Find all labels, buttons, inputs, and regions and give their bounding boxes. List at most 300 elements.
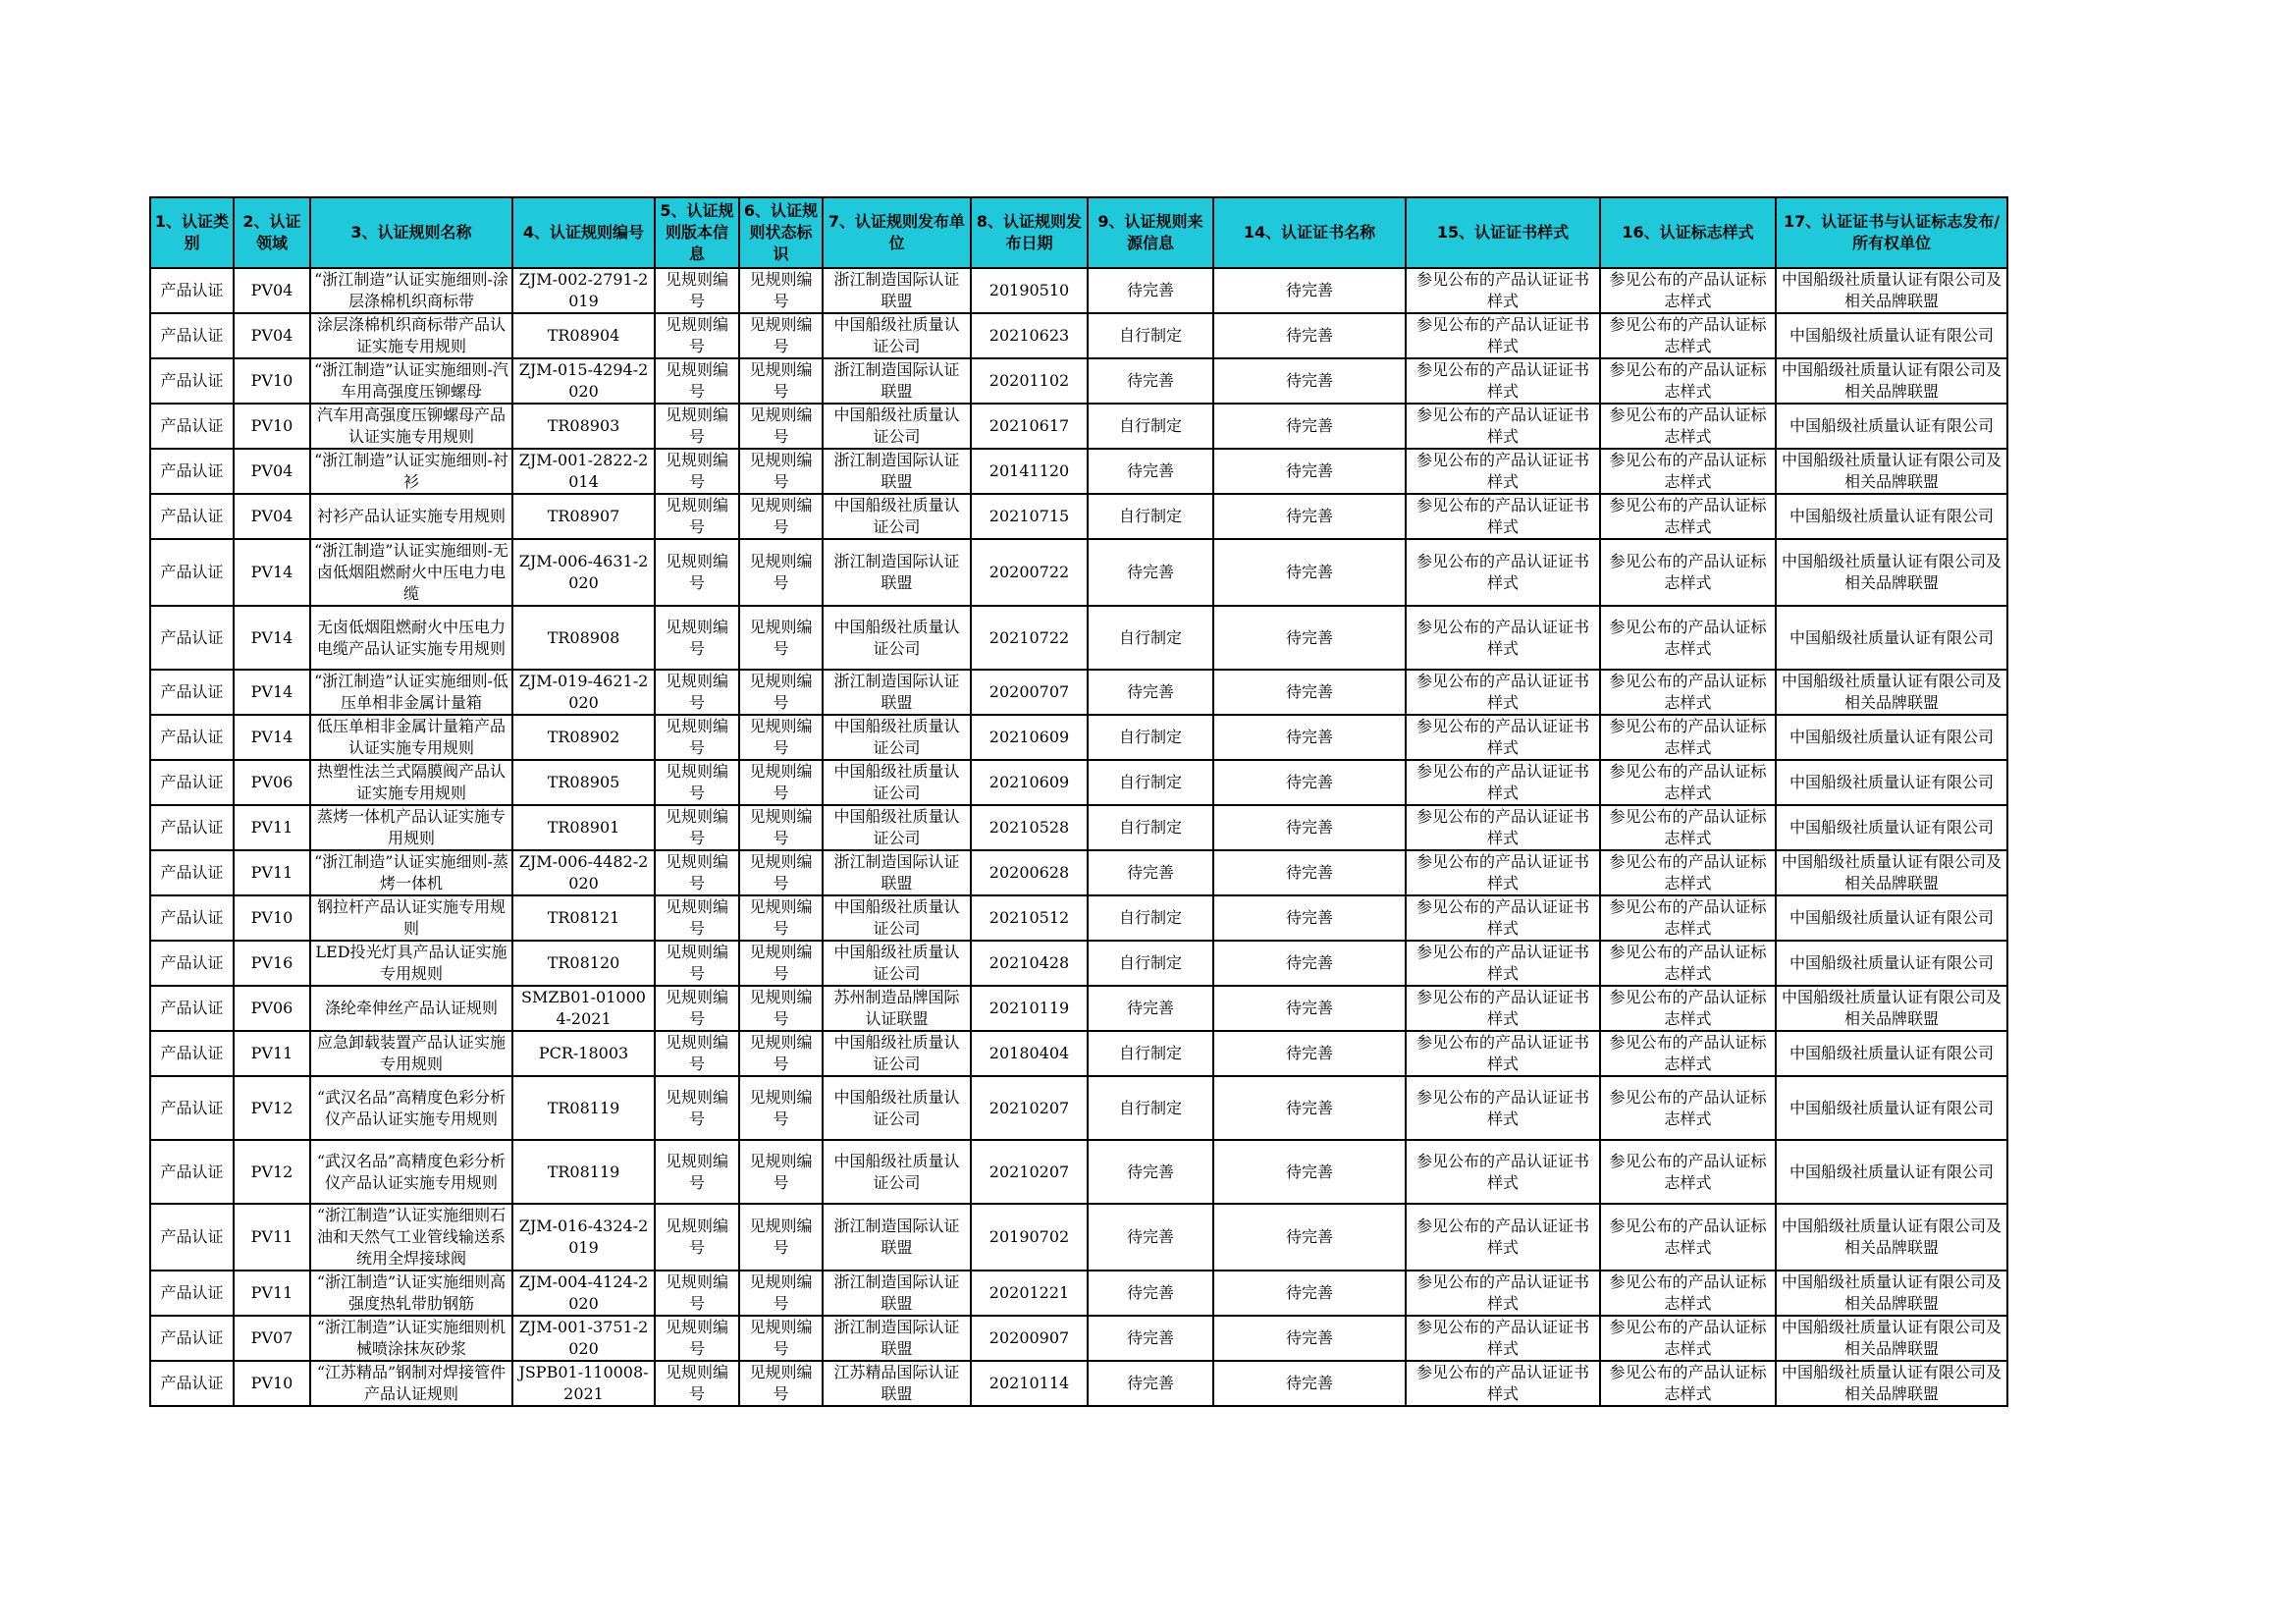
- table-cell: 待完善: [1213, 539, 1406, 606]
- table-cell: 浙江制造国际认证联盟: [823, 449, 971, 494]
- table-cell: 产品认证: [150, 760, 234, 805]
- table-cell: 参见公布的产品认证标志样式: [1600, 268, 1776, 313]
- table-cell: 自行制定: [1088, 760, 1213, 805]
- table-cell: PV04: [234, 313, 310, 358]
- table-cell: ZJM-001-3751-2020: [512, 1316, 655, 1361]
- table-cell: 产品认证: [150, 494, 234, 539]
- table-cell: TR08903: [512, 404, 655, 449]
- table-cell: 浙江制造国际认证联盟: [823, 1204, 971, 1271]
- table-cell: 苏州制造品牌国际认证联盟: [823, 986, 971, 1031]
- table-cell: 江苏精品国际认证联盟: [823, 1361, 971, 1406]
- table-cell: 待完善: [1213, 941, 1406, 986]
- table-cell: 中国船级社质量认证有限公司: [1776, 1031, 2007, 1076]
- table-cell: 参见公布的产品认证标志样式: [1600, 670, 1776, 715]
- table-row: [150, 606, 2007, 670]
- table-cell: 自行制定: [1088, 715, 1213, 760]
- table-cell: 见规则编号: [739, 539, 823, 606]
- table-cell: “浙江制造”认证实施细则-蒸烤一体机: [310, 850, 512, 895]
- table-cell: PV10: [234, 1361, 310, 1406]
- table-cell: 产品认证: [150, 805, 234, 850]
- table-row: [150, 494, 2007, 539]
- table-cell: 20141120: [971, 449, 1088, 494]
- table-cell: 待完善: [1213, 760, 1406, 805]
- table-cell: 无卤低烟阻燃耐火中压电力电缆产品认证实施专用规则: [310, 606, 512, 670]
- table-row: [150, 670, 2007, 715]
- table-cell: 见规则编号: [739, 760, 823, 805]
- table-cell: 中国船级社质量认证公司: [823, 895, 971, 941]
- table-cell: 见规则编号: [739, 850, 823, 895]
- table-cell: 参见公布的产品认证标志样式: [1600, 1271, 1776, 1316]
- table-cell: 中国船级社质量认证有限公司: [1776, 895, 2007, 941]
- table-cell: 见规则编号: [739, 449, 823, 494]
- table-cell: 待完善: [1213, 1316, 1406, 1361]
- table-cell: 见规则编号: [739, 1076, 823, 1140]
- table-cell: 产品认证: [150, 1031, 234, 1076]
- table-cell: PV04: [234, 449, 310, 494]
- table-cell: PV04: [234, 494, 310, 539]
- table-cell: 产品认证: [150, 1361, 234, 1406]
- column-header: 15、认证证书样式: [1406, 197, 1600, 268]
- table-cell: 待完善: [1213, 494, 1406, 539]
- table-cell: 待完善: [1213, 850, 1406, 895]
- table-cell: 参见公布的产品认证证书样式: [1406, 1271, 1600, 1316]
- table-cell: “浙江制造”认证实施细则机械喷涂抹灰砂浆: [310, 1316, 512, 1361]
- table-cell: 20210722: [971, 606, 1088, 670]
- table-cell: 参见公布的产品认证标志样式: [1600, 404, 1776, 449]
- table-cell: ZJM-004-4124-2020: [512, 1271, 655, 1316]
- table-cell: 参见公布的产品认证证书样式: [1406, 1316, 1600, 1361]
- table-cell: ZJM-006-4482-2020: [512, 850, 655, 895]
- table-cell: 待完善: [1213, 1271, 1406, 1316]
- table-cell: 参见公布的产品认证证书样式: [1406, 449, 1600, 494]
- table-cell: 自行制定: [1088, 313, 1213, 358]
- table-cell: 待完善: [1088, 1140, 1213, 1204]
- column-header: 8、认证规则发布日期: [971, 197, 1088, 268]
- table-cell: 见规则编号: [655, 404, 739, 449]
- table-cell: 产品认证: [150, 986, 234, 1031]
- table-cell: 中国船级社质量认证有限公司及相关品牌联盟: [1776, 1316, 2007, 1361]
- table-cell: “武汉名品”高精度色彩分析仪产品认证实施专用规则: [310, 1076, 512, 1140]
- table-cell: 参见公布的产品认证证书样式: [1406, 1204, 1600, 1271]
- table-cell: 参见公布的产品认证标志样式: [1600, 1204, 1776, 1271]
- column-header: 14、认证证书名称: [1213, 197, 1406, 268]
- table-cell: 中国船级社质量认证公司: [823, 715, 971, 760]
- table-cell: TR08908: [512, 606, 655, 670]
- table-cell: 热塑性法兰式隔膜阀产品认证实施专用规则: [310, 760, 512, 805]
- table-cell: 参见公布的产品认证证书样式: [1406, 805, 1600, 850]
- table-cell: 中国船级社质量认证公司: [823, 760, 971, 805]
- table-cell: TR08119: [512, 1076, 655, 1140]
- table-cell: 20210528: [971, 805, 1088, 850]
- table-cell: PV11: [234, 1031, 310, 1076]
- table-row: [150, 358, 2007, 404]
- table-cell: 浙江制造国际认证联盟: [823, 670, 971, 715]
- table-cell: 参见公布的产品认证证书样式: [1406, 941, 1600, 986]
- table-cell: 中国船级社质量认证公司: [823, 494, 971, 539]
- column-header: 1、认证类别: [150, 197, 234, 268]
- table-cell: 见规则编号: [739, 805, 823, 850]
- table-cell: JSPB01-110008-2021: [512, 1361, 655, 1406]
- table-cell: PV07: [234, 1316, 310, 1361]
- table-cell: 中国船级社质量认证有限公司: [1776, 760, 2007, 805]
- table-cell: 参见公布的产品认证标志样式: [1600, 539, 1776, 606]
- table-cell: 产品认证: [150, 670, 234, 715]
- table-cell: 见规则编号: [655, 715, 739, 760]
- table-row: [150, 268, 2007, 313]
- table-cell: 见规则编号: [655, 805, 739, 850]
- table-cell: 产品认证: [150, 358, 234, 404]
- table-cell: 产品认证: [150, 1140, 234, 1204]
- table-cell: 见规则编号: [655, 986, 739, 1031]
- table-cell: 中国船级社质量认证公司: [823, 404, 971, 449]
- table-cell: 应急卸载装置产品认证实施专用规则: [310, 1031, 512, 1076]
- table-cell: 自行制定: [1088, 494, 1213, 539]
- table-cell: 20210512: [971, 895, 1088, 941]
- table-cell: 见规则编号: [739, 358, 823, 404]
- table-cell: 20210609: [971, 760, 1088, 805]
- column-header: 7、认证规则发布单位: [823, 197, 971, 268]
- table-cell: 见规则编号: [655, 358, 739, 404]
- table-cell: 待完善: [1213, 313, 1406, 358]
- table-cell: 中国船级社质量认证公司: [823, 1076, 971, 1140]
- table-cell: 参见公布的产品认证标志样式: [1600, 1076, 1776, 1140]
- table-cell: 浙江制造国际认证联盟: [823, 358, 971, 404]
- table-cell: 见规则编号: [655, 1316, 739, 1361]
- table-cell: 20190510: [971, 268, 1088, 313]
- table-cell: 待完善: [1213, 986, 1406, 1031]
- table-cell: 20210207: [971, 1076, 1088, 1140]
- table-cell: TR08905: [512, 760, 655, 805]
- table-cell: 参见公布的产品认证证书样式: [1406, 313, 1600, 358]
- table-cell: 20200722: [971, 539, 1088, 606]
- table-cell: 见规则编号: [739, 1361, 823, 1406]
- table-row: [150, 1031, 2007, 1076]
- table-cell: 20210114: [971, 1361, 1088, 1406]
- table-cell: PV11: [234, 1271, 310, 1316]
- table-cell: 见规则编号: [655, 313, 739, 358]
- table-row: [150, 1316, 2007, 1361]
- table-cell: 待完善: [1088, 1271, 1213, 1316]
- table-cell: ZJM-001-2822-2014: [512, 449, 655, 494]
- column-header: 9、认证规则来源信息: [1088, 197, 1213, 268]
- table-row: [150, 805, 2007, 850]
- table-cell: 中国船级社质量认证有限公司及相关品牌联盟: [1776, 850, 2007, 895]
- table-cell: 产品认证: [150, 1316, 234, 1361]
- table-cell: 中国船级社质量认证有限公司: [1776, 606, 2007, 670]
- table-cell: 见规则编号: [655, 539, 739, 606]
- table-cell: 参见公布的产品认证标志样式: [1600, 358, 1776, 404]
- table-cell: PV14: [234, 670, 310, 715]
- table-cell: PV11: [234, 805, 310, 850]
- table-cell: 见规则编号: [739, 404, 823, 449]
- table-cell: 浙江制造国际认证联盟: [823, 268, 971, 313]
- table-cell: 产品认证: [150, 850, 234, 895]
- table-cell: 待完善: [1213, 1204, 1406, 1271]
- table-cell: PV12: [234, 1140, 310, 1204]
- table-cell: 浙江制造国际认证联盟: [823, 850, 971, 895]
- table-cell: 待完善: [1213, 1076, 1406, 1140]
- table-cell: 参见公布的产品认证标志样式: [1600, 895, 1776, 941]
- table-cell: PV14: [234, 715, 310, 760]
- table-cell: 参见公布的产品认证标志样式: [1600, 941, 1776, 986]
- table-cell: 待完善: [1213, 895, 1406, 941]
- table-cell: 待完善: [1088, 1204, 1213, 1271]
- table-cell: 中国船级社质量认证有限公司: [1776, 494, 2007, 539]
- table-cell: 见规则编号: [739, 1140, 823, 1204]
- table-cell: TR08120: [512, 941, 655, 986]
- table-cell: 见规则编号: [655, 1031, 739, 1076]
- table-cell: 见规则编号: [739, 313, 823, 358]
- certification-rules-table: [149, 196, 2008, 1407]
- table-cell: 参见公布的产品认证证书样式: [1406, 850, 1600, 895]
- table-cell: 待完善: [1088, 539, 1213, 606]
- table-cell: 见规则编号: [655, 268, 739, 313]
- table-cell: 20201221: [971, 1271, 1088, 1316]
- table-cell: 参见公布的产品认证证书样式: [1406, 1140, 1600, 1204]
- column-header: 2、认证领域: [234, 197, 310, 268]
- table-cell: 产品认证: [150, 606, 234, 670]
- table-row: [150, 760, 2007, 805]
- table-cell: 中国船级社质量认证有限公司: [1776, 1076, 2007, 1140]
- table-cell: 中国船级社质量认证有限公司及相关品牌联盟: [1776, 1271, 2007, 1316]
- table-cell: 浙江制造国际认证联盟: [823, 1271, 971, 1316]
- table-cell: 20210715: [971, 494, 1088, 539]
- table-cell: 见规则编号: [739, 986, 823, 1031]
- table-cell: ZJM-015-4294-2020: [512, 358, 655, 404]
- table-row: [150, 1076, 2007, 1140]
- table-cell: 参见公布的产品认证标志样式: [1600, 1316, 1776, 1361]
- table-cell: 见规则编号: [739, 715, 823, 760]
- table-row: [150, 1361, 2007, 1406]
- table-cell: 见规则编号: [655, 670, 739, 715]
- table-cell: 中国船级社质量认证有限公司: [1776, 313, 2007, 358]
- table-row: [150, 1204, 2007, 1271]
- table-cell: 参见公布的产品认证证书样式: [1406, 404, 1600, 449]
- table-body: [150, 268, 2007, 1406]
- table-cell: 见规则编号: [655, 895, 739, 941]
- table-cell: “浙江制造”认证实施细则-低压单相非金属计量箱: [310, 670, 512, 715]
- table-cell: PV16: [234, 941, 310, 986]
- column-header: 17、认证证书与认证标志发布/所有权单位: [1776, 197, 2007, 268]
- table-cell: 参见公布的产品认证标志样式: [1600, 805, 1776, 850]
- table-cell: 涤纶牵伸丝产品认证规则: [310, 986, 512, 1031]
- table-cell: 参见公布的产品认证标志样式: [1600, 494, 1776, 539]
- table-cell: 见规则编号: [655, 941, 739, 986]
- table-cell: 见规则编号: [655, 1140, 739, 1204]
- table-cell: 中国船级社质量认证有限公司: [1776, 805, 2007, 850]
- table-cell: 见规则编号: [739, 1031, 823, 1076]
- table-cell: LED投光灯具产品认证实施专用规则: [310, 941, 512, 986]
- table-cell: 20210428: [971, 941, 1088, 986]
- table-cell: 见规则编号: [655, 850, 739, 895]
- table-cell: 中国船级社质量认证公司: [823, 606, 971, 670]
- table-cell: 产品认证: [150, 268, 234, 313]
- table-cell: SMZB01-010004-2021: [512, 986, 655, 1031]
- table-cell: 见规则编号: [739, 670, 823, 715]
- table-cell: 参见公布的产品认证证书样式: [1406, 268, 1600, 313]
- table-cell: 产品认证: [150, 941, 234, 986]
- table-cell: 产品认证: [150, 715, 234, 760]
- table-cell: 20180404: [971, 1031, 1088, 1076]
- table-cell: 待完善: [1213, 449, 1406, 494]
- table-row: [150, 1271, 2007, 1316]
- table-cell: 中国船级社质量认证有限公司: [1776, 404, 2007, 449]
- table-cell: 自行制定: [1088, 1031, 1213, 1076]
- table-cell: 20201102: [971, 358, 1088, 404]
- table-cell: PV06: [234, 760, 310, 805]
- table-cell: 浙江制造国际认证联盟: [823, 539, 971, 606]
- table-cell: 见规则编号: [739, 941, 823, 986]
- table-cell: 20200707: [971, 670, 1088, 715]
- table-cell: 浙江制造国际认证联盟: [823, 1316, 971, 1361]
- table-cell: 20210623: [971, 313, 1088, 358]
- table-cell: “浙江制造”认证实施细则石油和天然气工业管线输送系统用全焊接球阀: [310, 1204, 512, 1271]
- table-cell: ZJM-019-4621-2020: [512, 670, 655, 715]
- table-cell: 自行制定: [1088, 606, 1213, 670]
- table-cell: 中国船级社质量认证有限公司及相关品牌联盟: [1776, 449, 2007, 494]
- table-cell: 产品认证: [150, 895, 234, 941]
- table-cell: 参见公布的产品认证证书样式: [1406, 1031, 1600, 1076]
- table-cell: ZJM-006-4631-2020: [512, 539, 655, 606]
- table-cell: 待完善: [1213, 606, 1406, 670]
- table-cell: 见规则编号: [655, 449, 739, 494]
- table-cell: 20210609: [971, 715, 1088, 760]
- table-cell: 待完善: [1213, 1361, 1406, 1406]
- table-cell: 中国船级社质量认证有限公司及相关品牌联盟: [1776, 670, 2007, 715]
- table-cell: PV14: [234, 606, 310, 670]
- table-cell: 中国船级社质量认证有限公司及相关品牌联盟: [1776, 1204, 2007, 1271]
- column-header: 16、认证标志样式: [1600, 197, 1776, 268]
- table-cell: 见规则编号: [739, 1316, 823, 1361]
- table-cell: 参见公布的产品认证证书样式: [1406, 760, 1600, 805]
- table-cell: 见规则编号: [655, 494, 739, 539]
- table-row: [150, 895, 2007, 941]
- table-cell: 20190702: [971, 1204, 1088, 1271]
- table-row: [150, 941, 2007, 986]
- table-cell: 待完善: [1088, 268, 1213, 313]
- table-cell: 待完善: [1088, 449, 1213, 494]
- table-cell: 中国船级社质量认证公司: [823, 941, 971, 986]
- table-cell: 参见公布的产品认证证书样式: [1406, 539, 1600, 606]
- table-cell: 自行制定: [1088, 805, 1213, 850]
- table-cell: 参见公布的产品认证证书样式: [1406, 358, 1600, 404]
- table-cell: 待完善: [1213, 404, 1406, 449]
- table-cell: 产品认证: [150, 1076, 234, 1140]
- table-cell: 参见公布的产品认证标志样式: [1600, 986, 1776, 1031]
- table-cell: 产品认证: [150, 313, 234, 358]
- table-cell: 中国船级社质量认证有限公司及相关品牌联盟: [1776, 986, 2007, 1031]
- table-cell: 待完善: [1213, 715, 1406, 760]
- table-cell: 待完善: [1213, 670, 1406, 715]
- table-cell: 待完善: [1213, 805, 1406, 850]
- table-cell: 自行制定: [1088, 941, 1213, 986]
- table-row: [150, 449, 2007, 494]
- table-cell: 中国船级社质量认证有限公司及相关品牌联盟: [1776, 539, 2007, 606]
- table-cell: 中国船级社质量认证公司: [823, 805, 971, 850]
- table-cell: 20210617: [971, 404, 1088, 449]
- table-cell: TR08907: [512, 494, 655, 539]
- table-cell: “浙江制造”认证实施细则-涂层涤棉机织商标带: [310, 268, 512, 313]
- table-cell: 参见公布的产品认证标志样式: [1600, 760, 1776, 805]
- table-cell: 见规则编号: [739, 606, 823, 670]
- table-row: [150, 986, 2007, 1031]
- table-cell: 见规则编号: [655, 760, 739, 805]
- table-cell: 参见公布的产品认证标志样式: [1600, 1140, 1776, 1204]
- table-cell: 待完善: [1088, 986, 1213, 1031]
- table-cell: 参见公布的产品认证标志样式: [1600, 850, 1776, 895]
- table-cell: PV04: [234, 268, 310, 313]
- table-cell: 参见公布的产品认证证书样式: [1406, 895, 1600, 941]
- table-row: [150, 404, 2007, 449]
- table-cell: 见规则编号: [655, 1361, 739, 1406]
- column-header: 4、认证规则编号: [512, 197, 655, 268]
- table-cell: 中国船级社质量认证有限公司: [1776, 941, 2007, 986]
- table-cell: 参见公布的产品认证证书样式: [1406, 606, 1600, 670]
- table-cell: 自行制定: [1088, 404, 1213, 449]
- table-cell: “浙江制造”认证实施细则-衬衫: [310, 449, 512, 494]
- table-cell: 20200628: [971, 850, 1088, 895]
- table-cell: 见规则编号: [739, 1204, 823, 1271]
- table-cell: ZJM-016-4324-2019: [512, 1204, 655, 1271]
- table-cell: 20200907: [971, 1316, 1088, 1361]
- table-cell: 自行制定: [1088, 1076, 1213, 1140]
- table-cell: ZJM-002-2791-2019: [512, 268, 655, 313]
- table-cell: 中国船级社质量认证公司: [823, 1031, 971, 1076]
- table-row: [150, 1140, 2007, 1204]
- table-cell: 涂层涤棉机织商标带产品认证实施专用规则: [310, 313, 512, 358]
- table-cell: 20210119: [971, 986, 1088, 1031]
- table-cell: 中国船级社质量认证有限公司: [1776, 1140, 2007, 1204]
- table-cell: PV12: [234, 1076, 310, 1140]
- table-cell: 产品认证: [150, 539, 234, 606]
- table-cell: 参见公布的产品认证标志样式: [1600, 313, 1776, 358]
- table-cell: PV10: [234, 358, 310, 404]
- table-row: [150, 313, 2007, 358]
- table-cell: PV10: [234, 404, 310, 449]
- table-cell: 中国船级社质量认证有限公司及相关品牌联盟: [1776, 1361, 2007, 1406]
- column-header: 3、认证规则名称: [310, 197, 512, 268]
- table-cell: 待完善: [1088, 1361, 1213, 1406]
- table-cell: 参见公布的产品认证证书样式: [1406, 1076, 1600, 1140]
- column-header: 6、认证规则状态标识: [739, 197, 823, 268]
- table-cell: 参见公布的产品认证证书样式: [1406, 494, 1600, 539]
- table-cell: “浙江制造”认证实施细则高强度热轧带肋钢筋: [310, 1271, 512, 1316]
- table-cell: 产品认证: [150, 1271, 234, 1316]
- table-cell: 见规则编号: [739, 268, 823, 313]
- table-cell: 中国船级社质量认证有限公司: [1776, 715, 2007, 760]
- table-cell: 产品认证: [150, 1204, 234, 1271]
- table-cell: “武汉名品”高精度色彩分析仪产品认证实施专用规则: [310, 1140, 512, 1204]
- table-cell: TR08121: [512, 895, 655, 941]
- table-cell: 产品认证: [150, 404, 234, 449]
- table-cell: 待完善: [1213, 1031, 1406, 1076]
- table-row: [150, 850, 2007, 895]
- header-row: [150, 197, 2007, 268]
- table-cell: TR08902: [512, 715, 655, 760]
- table-cell: 待完善: [1213, 358, 1406, 404]
- table-cell: TR08119: [512, 1140, 655, 1204]
- table-cell: PV10: [234, 895, 310, 941]
- table-cell: 参见公布的产品认证证书样式: [1406, 670, 1600, 715]
- table-cell: 参见公布的产品认证标志样式: [1600, 606, 1776, 670]
- table-cell: 待完善: [1213, 268, 1406, 313]
- table-cell: 待完善: [1088, 670, 1213, 715]
- table-cell: 参见公布的产品认证证书样式: [1406, 715, 1600, 760]
- table-cell: 汽车用高强度压铆螺母产品认证实施专用规则: [310, 404, 512, 449]
- table-cell: “浙江制造”认证实施细则-汽车用高强度压铆螺母: [310, 358, 512, 404]
- table-cell: 见规则编号: [655, 1204, 739, 1271]
- table-cell: 参见公布的产品认证标志样式: [1600, 1361, 1776, 1406]
